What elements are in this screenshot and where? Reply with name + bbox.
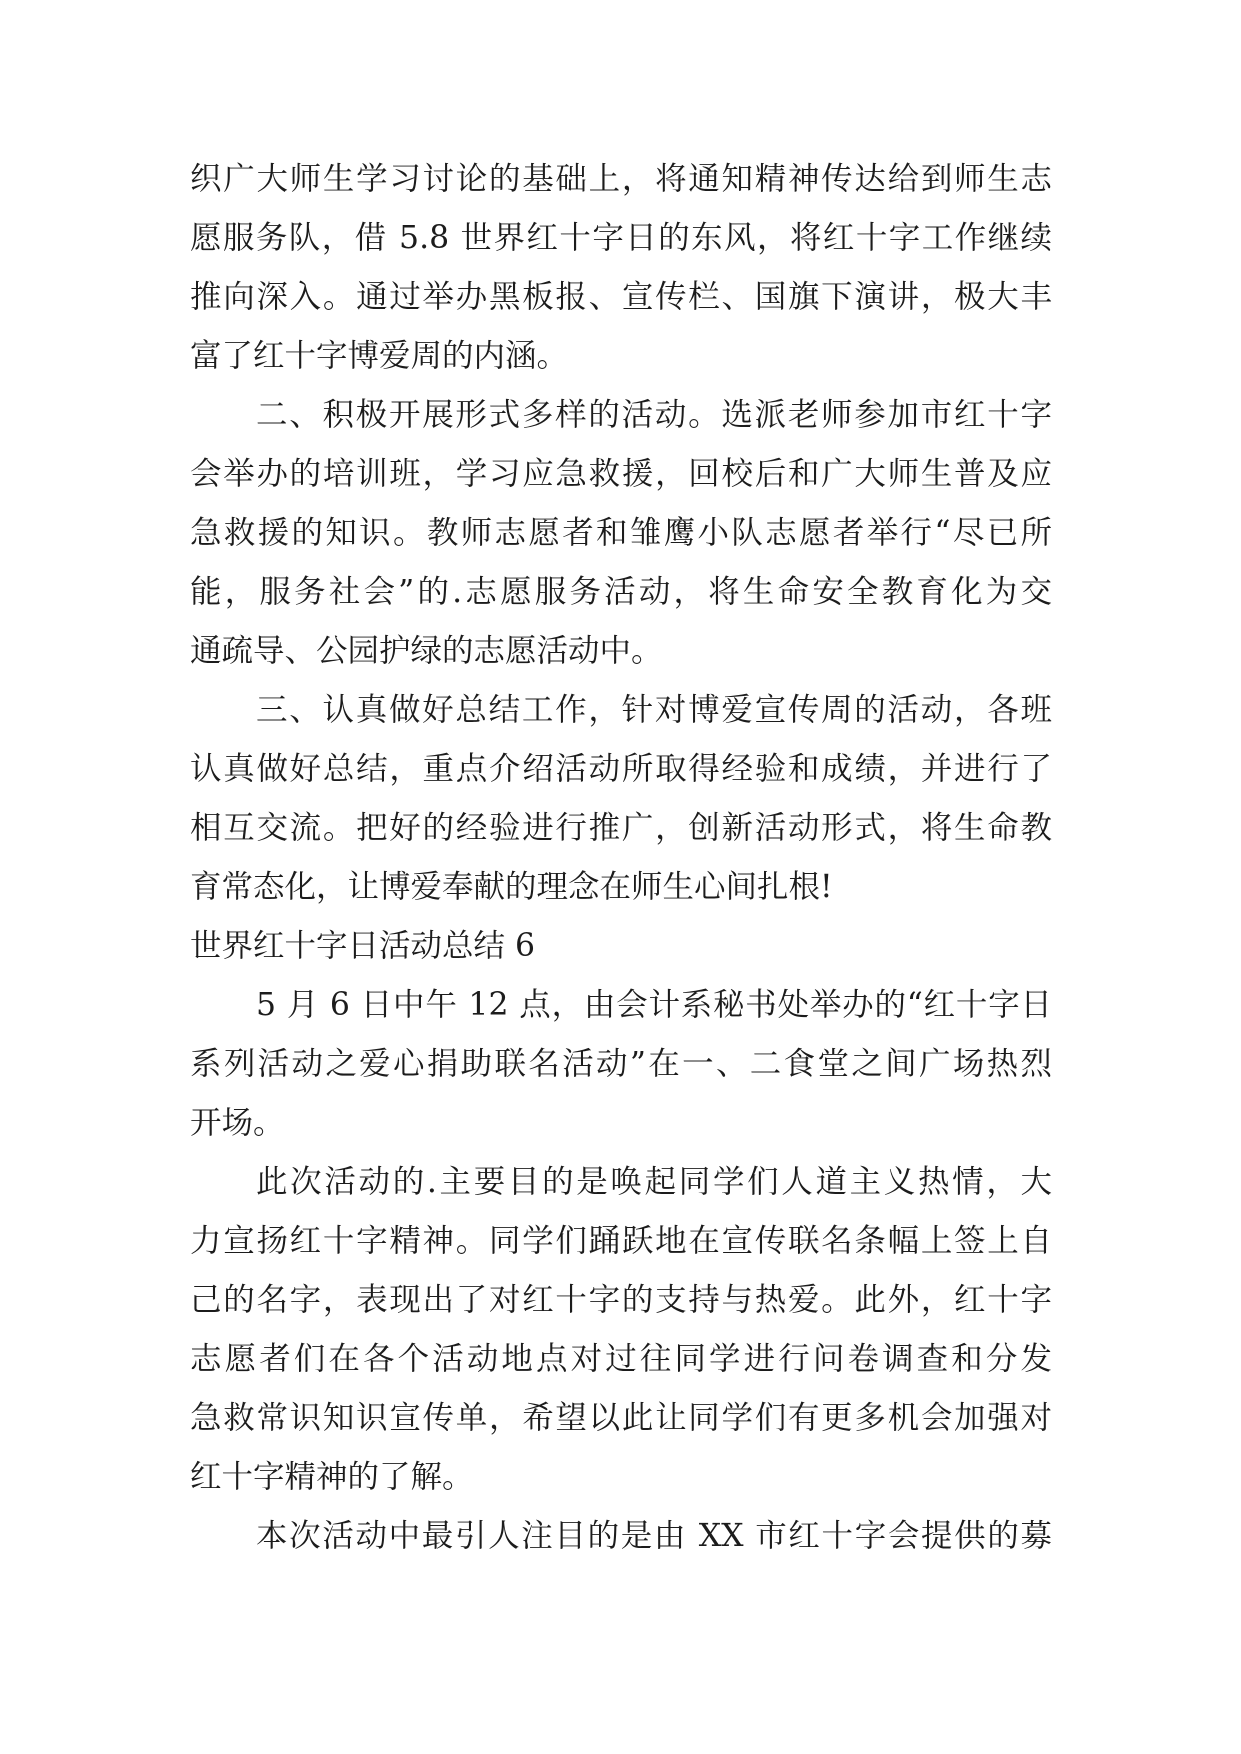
text-line: 推向深入。通过举办黑板报、宣传栏、国旗下演讲，极大丰 (190, 279, 1052, 315)
text-line: 5 月 6 日中午 12 点，由会计系秘书处举办的“红十字日 (256, 987, 1052, 1023)
paragraph (190, 150, 1052, 386)
text-line: 系列活动之爱心捐助联名活动”在一、二食堂之间广场热烈 (190, 1046, 1052, 1082)
section-heading: 世界红十字日活动总结 6 (190, 928, 536, 964)
paragraph (190, 1507, 1052, 1566)
text-line: 织广大师生学习讨论的基础上，将通知精神传达给到师生志 (190, 161, 1052, 197)
text-line: 急救常识知识宣传单，希望以此让同学们有更多机会加强对 (190, 1400, 1052, 1436)
paragraph (190, 976, 1052, 1153)
text-line: 红十字精神的了解。 (190, 1459, 474, 1495)
text-line: 开场。 (190, 1105, 285, 1141)
text-line: 富了红十字博爱周的内涵。 (190, 338, 569, 374)
text-line: 急救援的知识。教师志愿者和雏鹰小队志愿者举行“尽已所 (190, 515, 1052, 551)
text-line: 认真做好总结，重点介绍活动所取得经验和成绩，并进行了 (190, 751, 1052, 787)
document-page (190, 150, 1052, 1566)
paragraph (190, 386, 1052, 681)
text-line: 三、认真做好总结工作，针对博爱宣传周的活动，各班 (256, 692, 1052, 728)
text-line: 能，服务社会”的.志愿服务活动，将生命安全教育化为交 (190, 574, 1052, 610)
text-line: 志愿者们在各个活动地点对过往同学进行问卷调查和分发 (190, 1341, 1052, 1377)
paragraph (190, 681, 1052, 917)
text-line: 愿服务队，借 5.8 世界红十字日的东风，将红十字工作继续 (190, 220, 1052, 256)
text-line: 此次活动的.主要目的是唤起同学们人道主义热情，大 (256, 1164, 1052, 1200)
text-line: 通疏导、公园护绿的志愿活动中。 (190, 633, 663, 669)
paragraph (190, 1153, 1052, 1507)
text-line: 力宣扬红十字精神。同学们踊跃地在宣传联名条幅上签上自 (190, 1223, 1052, 1259)
text-line: 二、积极开展形式多样的活动。选派老师参加市红十字 (256, 397, 1052, 433)
text-line: 相互交流。把好的经验进行推广，创新活动形式，将生命教 (190, 810, 1052, 846)
text-line: 会举办的培训班，学习应急救援，回校后和广大师生普及应 (190, 456, 1052, 492)
text-line: 己的名字，表现出了对红十字的支持与热爱。此外，红十字 (190, 1282, 1052, 1318)
text-line: 育常态化，让博爱奉献的理念在师生心间扎根! (190, 869, 833, 905)
text-line: 本次活动中最引人注目的是由 XX 市红十字会提供的募 (256, 1518, 1052, 1554)
